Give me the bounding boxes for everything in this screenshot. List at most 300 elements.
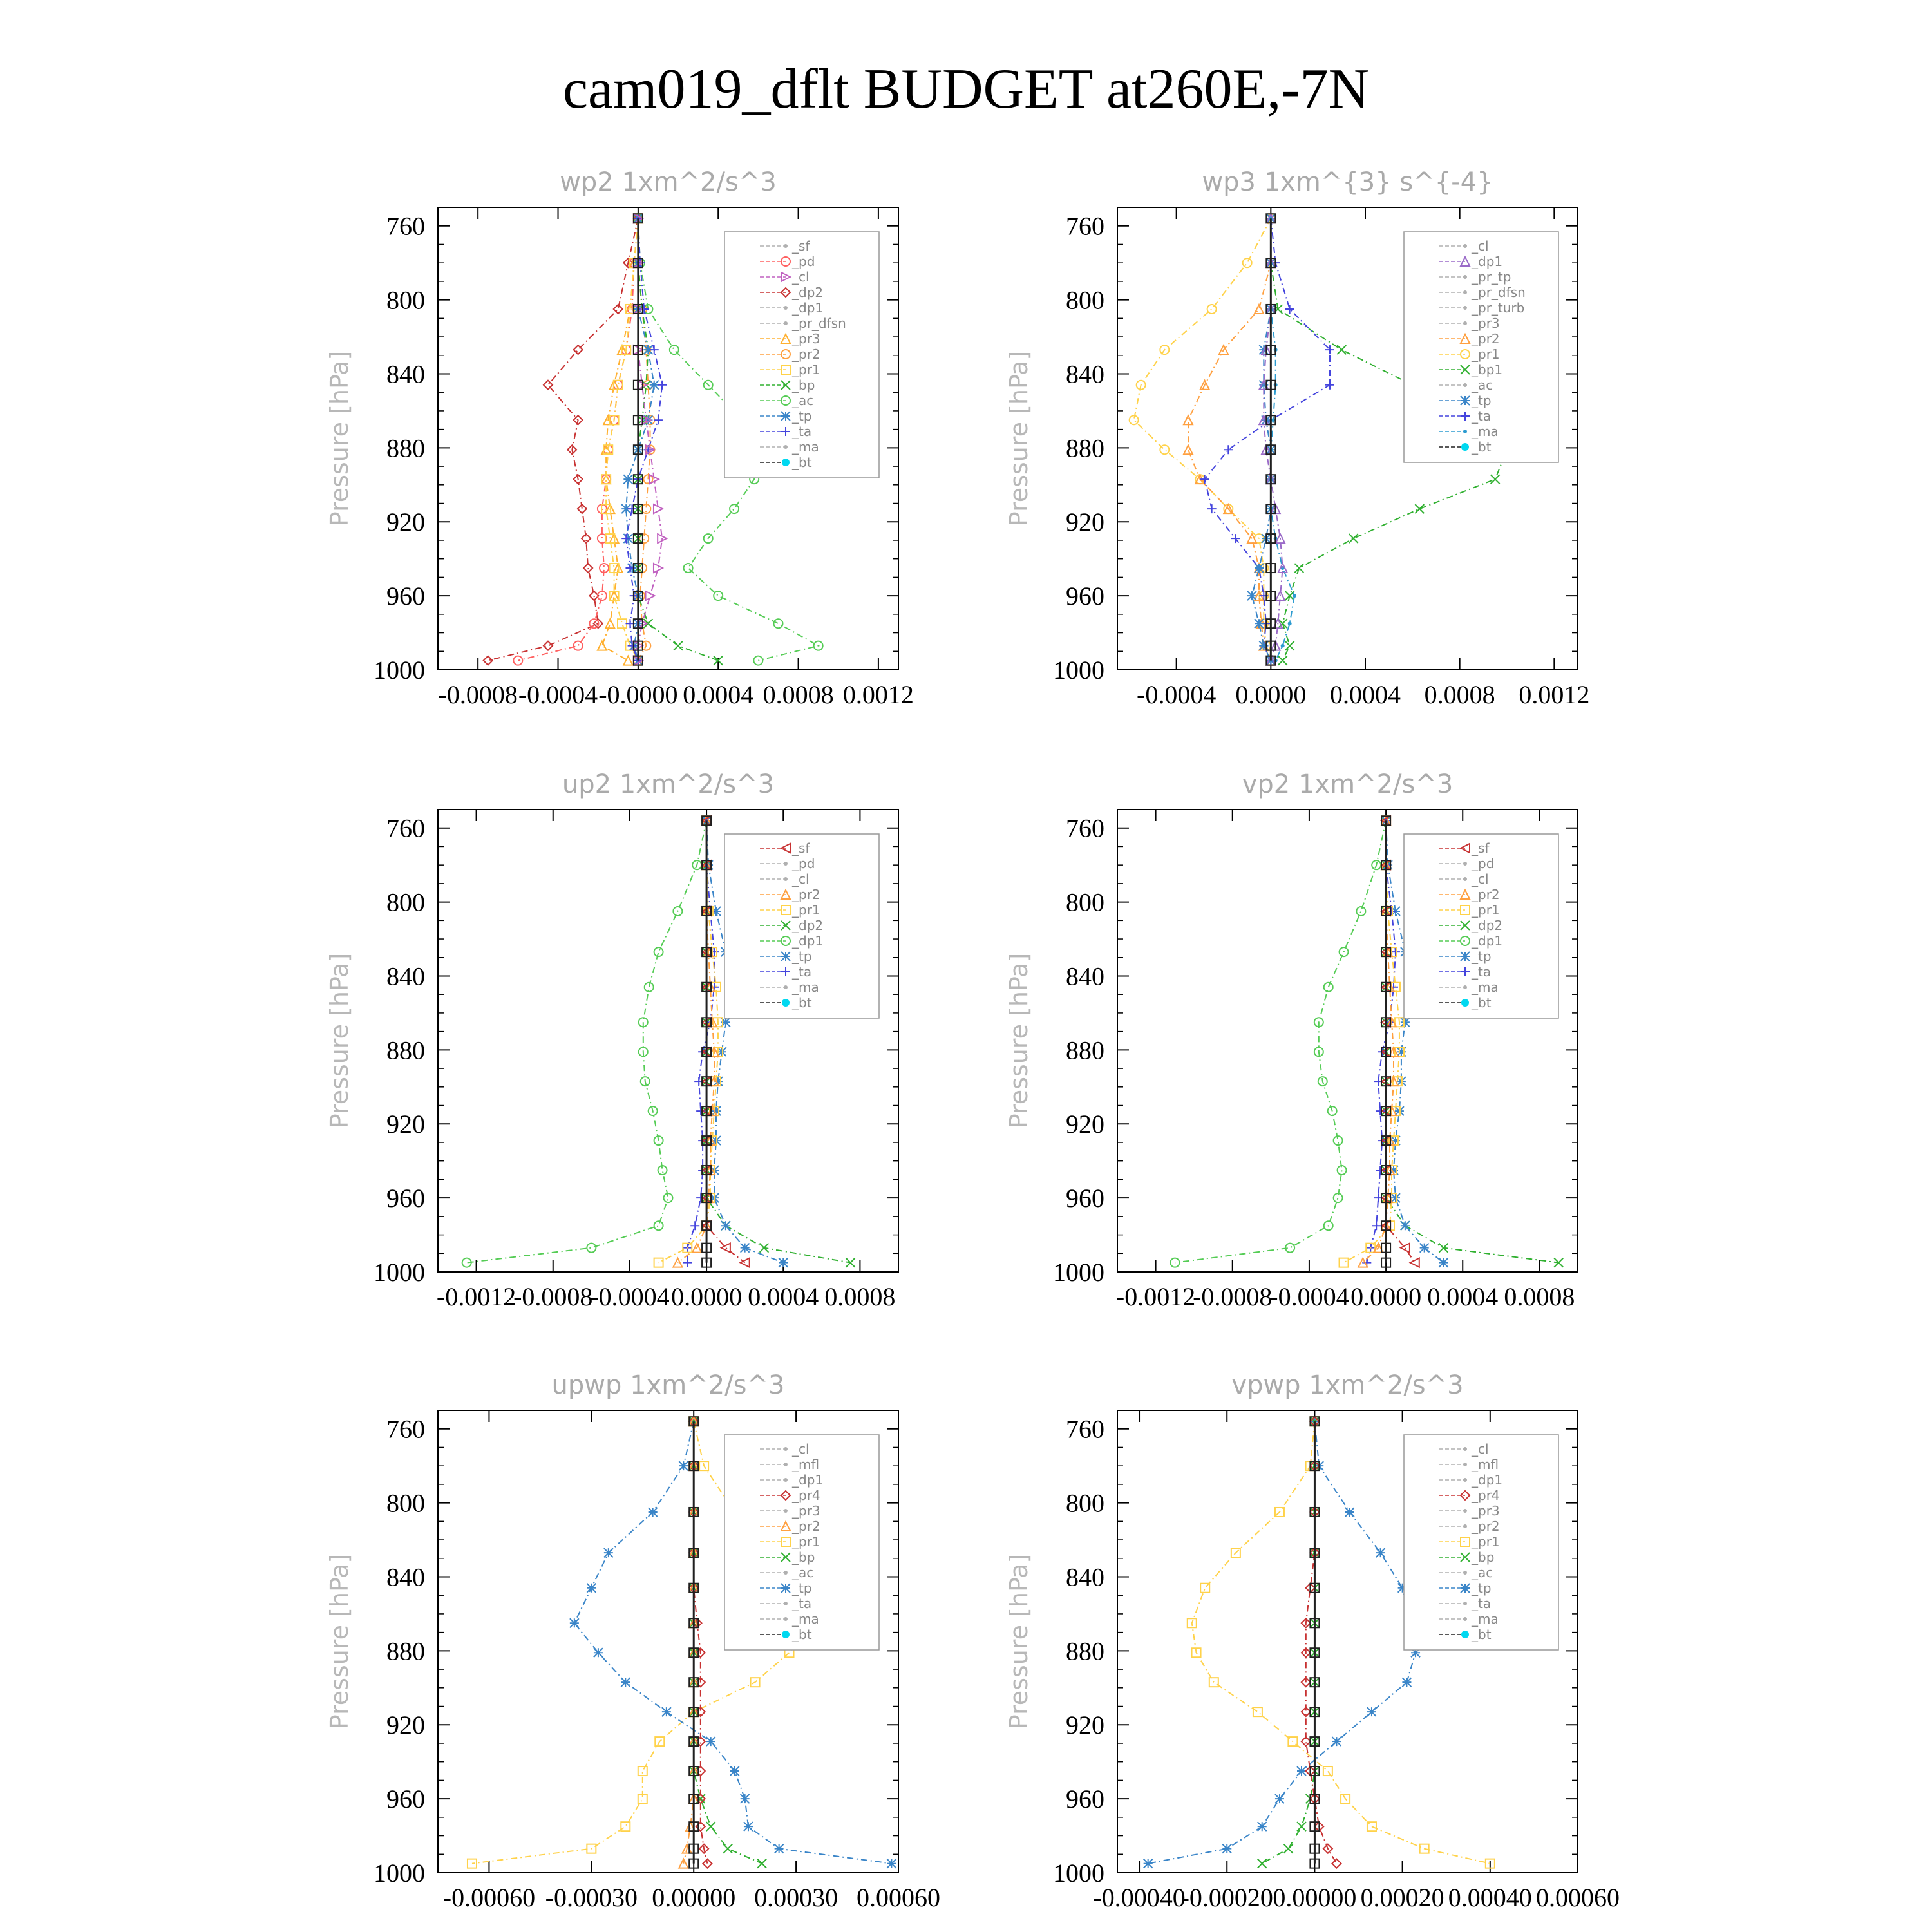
- page-title: cam019_dflt BUDGET at260E,-7N: [562, 58, 1370, 120]
- x-tick-label: 0.0000: [1235, 680, 1307, 709]
- data-point: [1463, 1571, 1467, 1575]
- legend-label: _ac: [792, 1565, 814, 1580]
- data-point: [1224, 445, 1233, 454]
- legend-label: _bt: [1472, 1627, 1492, 1642]
- legend-label: _pr_turb: [1472, 300, 1525, 316]
- legend-marker: [782, 459, 790, 466]
- data-point: [618, 619, 627, 628]
- legend-label: _pr3: [792, 331, 820, 346]
- data-point: [684, 564, 693, 573]
- y-tick-label: 800: [386, 285, 425, 315]
- data-point: [784, 1447, 788, 1451]
- y-tick-label: 880: [1066, 433, 1104, 463]
- chart-title: vpwp 1xm^2/s^3: [1231, 1370, 1464, 1400]
- x-tick-label: 0.0012: [842, 680, 914, 709]
- y-tick-label: 1000: [1053, 656, 1104, 685]
- data-point: [784, 985, 788, 989]
- legend-marker: [782, 1631, 790, 1638]
- data-point: [1200, 475, 1209, 484]
- y-tick-label: 920: [1066, 1110, 1104, 1139]
- data-point: [1281, 644, 1285, 648]
- data-point: [658, 381, 667, 390]
- y-tick-label: 960: [386, 582, 425, 611]
- data-point: [1253, 1707, 1262, 1716]
- legend-label: _pr_tp: [1472, 269, 1511, 285]
- x-tick-label: 0.0000: [1350, 1282, 1422, 1311]
- data-point: [1461, 396, 1470, 405]
- x-tick-label: -0.00030: [545, 1883, 638, 1912]
- data-point: [706, 1737, 715, 1746]
- legend-label: _ma: [792, 980, 819, 995]
- data-point: [670, 345, 679, 354]
- legend-label: _tp: [1472, 949, 1492, 964]
- legend-label: _pr1: [1472, 346, 1500, 362]
- data-point: [730, 1766, 739, 1776]
- legend-label: _pr2: [1472, 1519, 1500, 1534]
- series: [1302, 1417, 1341, 1868]
- x-tick-label: 0.0004: [1427, 1282, 1499, 1311]
- series: [634, 214, 643, 665]
- data-point: [1463, 1602, 1467, 1605]
- legend-label: _pr2: [792, 346, 820, 362]
- data-point: [1271, 418, 1275, 422]
- data-point: [1324, 983, 1333, 992]
- data-point: [570, 1618, 579, 1627]
- legend-label: _pr3: [1472, 316, 1500, 331]
- legend-label: _ma: [1472, 424, 1499, 439]
- data-point: [781, 1584, 790, 1593]
- y-tick-label: 880: [386, 1636, 425, 1666]
- data-point: [649, 1508, 658, 1517]
- data-point: [1463, 877, 1467, 881]
- y-tick-label: 960: [1066, 1184, 1104, 1213]
- legend: [724, 232, 879, 478]
- data-point: [1463, 1524, 1467, 1528]
- series: [1381, 816, 1390, 1267]
- data-point: [1345, 1508, 1354, 1517]
- x-tick-label: -0.00020: [1180, 1883, 1273, 1912]
- data-point: [1463, 306, 1467, 310]
- data-point: [484, 656, 493, 665]
- y-tick-label: 920: [1066, 1710, 1104, 1740]
- x-tick-label: 0.00030: [754, 1883, 838, 1912]
- data-point: [683, 1258, 692, 1267]
- legend-label: _pd: [1472, 856, 1495, 871]
- data-point: [1372, 1221, 1381, 1230]
- chart-title: vp2 1xm^2/s^3: [1242, 770, 1454, 799]
- data-point: [1275, 1794, 1284, 1803]
- legend-label: _cl: [1472, 238, 1489, 254]
- x-tick-label: 0.0008: [824, 1282, 896, 1311]
- data-point: [721, 1221, 730, 1230]
- series: [689, 1417, 712, 1868]
- y-tick-label: 840: [1066, 359, 1104, 389]
- y-tick-label: 880: [386, 1036, 425, 1065]
- y-tick-label: 960: [1066, 582, 1104, 611]
- data-point: [1325, 381, 1334, 390]
- legend-label: _bt: [1472, 439, 1492, 455]
- y-tick-label: 800: [1066, 285, 1104, 315]
- x-tick-label: -0.0004: [518, 680, 598, 709]
- data-point: [1420, 1244, 1429, 1253]
- legend-label: _dp2: [792, 918, 824, 933]
- chart-panel: [325, 1370, 940, 1912]
- y-tick-label: 960: [386, 1184, 425, 1213]
- series-line: [518, 218, 638, 660]
- data-point: [1349, 534, 1358, 543]
- series-line: [1262, 1421, 1315, 1863]
- data-point: [784, 1602, 788, 1605]
- legend-label: _pr2: [1472, 887, 1500, 902]
- data-point: [784, 877, 788, 881]
- legend-label: _cl: [792, 269, 810, 285]
- x-tick-label: -0.0004: [590, 1282, 670, 1311]
- x-tick-label: -0.0000: [598, 680, 678, 709]
- data-point: [706, 1822, 715, 1831]
- data-point: [714, 591, 723, 600]
- data-point: [781, 952, 790, 961]
- data-point: [643, 619, 652, 628]
- legend-marker: [1461, 999, 1469, 1007]
- x-tick-label: -0.0012: [436, 1282, 516, 1311]
- data-point: [1243, 258, 1252, 267]
- data-point: [583, 564, 592, 573]
- x-tick-label: 0.00020: [1360, 1883, 1444, 1912]
- data-point: [1160, 445, 1169, 454]
- x-tick-label: 0.0000: [671, 1282, 743, 1311]
- x-tick-label: -0.0008: [438, 680, 518, 709]
- y-tick-label: 880: [1066, 1636, 1104, 1666]
- data-point: [1463, 275, 1467, 279]
- data-point: [775, 1844, 784, 1853]
- legend-label: _bp1: [1472, 362, 1503, 377]
- series: [1184, 214, 1275, 665]
- data-point: [1222, 1844, 1231, 1853]
- y-tick-label: 920: [1066, 507, 1104, 537]
- x-tick-label: -0.0008: [1193, 1282, 1273, 1311]
- data-point: [784, 1571, 788, 1575]
- legend: [1404, 232, 1558, 462]
- legend-label: _dp1: [792, 300, 824, 316]
- y-tick-label: 840: [1066, 1562, 1104, 1592]
- y-tick-label: 920: [386, 1710, 425, 1740]
- data-point: [623, 475, 632, 484]
- x-tick-label: 0.00060: [1536, 1883, 1620, 1912]
- x-tick-label: 0.0012: [1519, 680, 1590, 709]
- data-point: [679, 1461, 688, 1470]
- x-tick-label: 0.0008: [762, 680, 834, 709]
- legend-label: _pr2: [792, 887, 820, 902]
- legend-marker: [1461, 1631, 1469, 1638]
- y-tick-label: 840: [386, 1562, 425, 1592]
- y-axis-label: Pressure [hPa]: [1005, 350, 1033, 527]
- data-point: [784, 445, 788, 449]
- data-point: [784, 1478, 788, 1482]
- data-point: [1439, 1258, 1448, 1267]
- y-tick-label: 920: [386, 1110, 425, 1139]
- legend-label: _cl: [1472, 1441, 1489, 1457]
- legend-label: _pr3: [1472, 1503, 1500, 1519]
- data-point: [621, 534, 630, 543]
- legend-label: _ta: [1472, 1596, 1492, 1611]
- y-tick-label: 1000: [1053, 1859, 1104, 1888]
- y-tick-label: 920: [386, 507, 425, 537]
- x-tick-label: -0.0004: [1137, 680, 1217, 709]
- y-axis-label: Pressure [hPa]: [1005, 1553, 1033, 1730]
- data-point: [1356, 907, 1365, 916]
- data-point: [1285, 641, 1294, 650]
- legend-label: _ac: [792, 393, 814, 408]
- data-point: [650, 381, 659, 390]
- data-point: [1294, 564, 1303, 573]
- chart-title: upwp 1xm^2/s^3: [551, 1370, 785, 1400]
- data-point: [1367, 1707, 1376, 1716]
- data-point: [1491, 475, 1500, 484]
- legend-label: _pd: [792, 254, 815, 269]
- y-tick-label: 760: [1066, 211, 1104, 241]
- legend: [724, 834, 879, 1018]
- y-axis-label: Pressure [hPa]: [325, 1553, 354, 1730]
- legend-label: _pr4: [792, 1488, 820, 1503]
- data-point: [690, 1221, 699, 1230]
- y-tick-label: 760: [386, 813, 425, 843]
- data-point: [1258, 1859, 1267, 1868]
- legend-label: _tp: [1472, 393, 1492, 408]
- data-point: [1410, 1258, 1419, 1267]
- data-point: [1340, 1258, 1349, 1267]
- data-point: [1376, 1548, 1385, 1557]
- data-point: [654, 947, 663, 956]
- legend-marker: [782, 999, 790, 1007]
- data-point: [587, 1244, 596, 1253]
- data-point: [1258, 1822, 1267, 1831]
- data-point: [1463, 290, 1467, 294]
- y-tick-label: 880: [386, 433, 425, 463]
- legend-label: _dp1: [792, 933, 824, 949]
- data-point: [604, 1548, 613, 1557]
- y-tick-label: 800: [386, 887, 425, 917]
- y-tick-label: 840: [386, 961, 425, 991]
- legend-label: _ma: [792, 439, 819, 455]
- legend-label: _pr1: [792, 902, 820, 918]
- legend-label: _sf: [792, 238, 810, 254]
- data-point: [1401, 1018, 1410, 1027]
- data-point: [1255, 305, 1264, 314]
- data-point: [662, 1707, 671, 1716]
- chart-panel: [1005, 167, 1589, 709]
- legend-label: _pd: [792, 856, 815, 871]
- legend-label: _tp: [792, 949, 812, 964]
- y-tick-label: 960: [1066, 1785, 1104, 1814]
- data-point: [1293, 594, 1296, 598]
- series: [513, 214, 643, 665]
- y-tick-label: 960: [386, 1785, 425, 1814]
- legend-label: _ac: [1472, 377, 1493, 393]
- data-point: [730, 504, 739, 513]
- legend-label: _bt: [792, 455, 812, 470]
- y-tick-label: 840: [1066, 961, 1104, 991]
- data-point: [1144, 1859, 1153, 1868]
- legend-label: _dp1: [1472, 254, 1503, 269]
- data-point: [1463, 1447, 1467, 1451]
- x-tick-label: -0.00060: [442, 1883, 536, 1912]
- data-point: [1288, 621, 1292, 625]
- series: [1170, 816, 1390, 1267]
- data-point: [741, 1244, 750, 1253]
- legend-marker: [1461, 443, 1469, 451]
- data-point: [744, 1822, 753, 1831]
- legend-label: _mfl: [792, 1457, 820, 1472]
- data-point: [1255, 564, 1264, 573]
- data-point: [1332, 1859, 1341, 1868]
- data-point: [638, 1766, 647, 1776]
- data-point: [1463, 1509, 1467, 1513]
- legend-label: _sf: [792, 840, 810, 856]
- legend-label: _tp: [792, 408, 812, 424]
- legend-label: _pr1: [1472, 1534, 1500, 1549]
- data-point: [757, 1859, 766, 1868]
- chart-panel: [325, 167, 914, 709]
- legend-label: _ma: [1472, 1611, 1499, 1627]
- data-point: [784, 1617, 788, 1621]
- series: [462, 816, 711, 1267]
- data-point: [887, 1859, 896, 1868]
- chart-title: wp2 1xm^2/s^3: [560, 167, 777, 197]
- data-point: [1337, 345, 1346, 354]
- x-tick-label: -0.0004: [1269, 1282, 1349, 1311]
- chart-panel: [1005, 770, 1578, 1311]
- series-line: [1175, 820, 1386, 1262]
- y-tick-label: 760: [1066, 1414, 1104, 1444]
- data-point: [654, 415, 663, 424]
- legend-label: _bt: [792, 995, 812, 1010]
- x-tick-label: 0.0004: [683, 680, 754, 709]
- data-point: [621, 1678, 630, 1687]
- chart-panel: [1005, 1370, 1620, 1912]
- y-tick-label: 760: [386, 211, 425, 241]
- x-tick-label: -0.00040: [1093, 1883, 1186, 1912]
- y-tick-label: 760: [386, 1414, 425, 1444]
- legend-label: _bt: [1472, 995, 1492, 1010]
- data-point: [594, 1648, 603, 1657]
- data-point: [654, 1221, 663, 1230]
- data-point: [1463, 244, 1467, 248]
- y-tick-label: 1000: [1053, 1258, 1104, 1287]
- legend-label: _ta: [1472, 964, 1492, 980]
- x-tick-label: 0.00040: [1448, 1883, 1532, 1912]
- y-tick-label: 800: [1066, 887, 1104, 917]
- data-point: [1463, 985, 1467, 989]
- series: [673, 816, 719, 1267]
- data-point: [781, 412, 790, 421]
- legend: [724, 1435, 879, 1650]
- legend-label: _mfl: [1472, 1457, 1499, 1472]
- data-point: [1332, 1737, 1341, 1746]
- chart-title: wp3 1xm^{3} s^{-4}: [1202, 167, 1493, 197]
- data-point: [1461, 952, 1470, 961]
- data-point: [1415, 504, 1424, 513]
- y-tick-label: 1000: [374, 1258, 425, 1287]
- y-axis-label: Pressure [hPa]: [325, 350, 354, 527]
- x-tick-label: 0.00000: [1273, 1883, 1357, 1912]
- data-point: [1463, 430, 1467, 433]
- data-point: [614, 305, 623, 314]
- x-tick-label: 0.00060: [857, 1883, 940, 1912]
- legend-label: _pr4: [1472, 1488, 1500, 1503]
- data-point: [1463, 383, 1467, 387]
- legend-label: _bp: [792, 1549, 815, 1565]
- y-axis-label: Pressure [hPa]: [1005, 952, 1033, 1129]
- data-point: [654, 564, 663, 573]
- x-tick-label: 0.0008: [1424, 680, 1495, 709]
- data-point: [1184, 445, 1193, 454]
- data-point: [1297, 1822, 1306, 1831]
- data-point: [1278, 656, 1287, 665]
- data-point: [1463, 1478, 1467, 1482]
- data-point: [784, 244, 788, 248]
- legend-label: _ma: [1472, 980, 1499, 995]
- data-point: [544, 641, 553, 650]
- y-tick-label: 800: [1066, 1488, 1104, 1518]
- legend-label: _pr2: [1472, 331, 1500, 346]
- data-point: [621, 1822, 630, 1831]
- data-point: [741, 1794, 750, 1803]
- legend-label: _dp1: [1472, 1472, 1503, 1488]
- x-tick-label: 0.0004: [748, 1282, 819, 1311]
- legend: [1404, 1435, 1558, 1650]
- legend-label: _ta: [1472, 408, 1492, 424]
- chart-title: up2 1xm^2/s^3: [562, 770, 775, 799]
- legend-label: _ta: [792, 424, 812, 439]
- data-point: [779, 1258, 788, 1267]
- data-point: [1463, 862, 1467, 866]
- legend-label: _ta: [792, 1596, 812, 1611]
- legend-label: _ac: [1472, 1565, 1493, 1580]
- data-point: [1247, 591, 1256, 600]
- series: [634, 214, 723, 665]
- y-tick-label: 1000: [374, 1859, 425, 1888]
- legend-label: _pr2: [792, 1519, 820, 1534]
- legend-label: _dp2: [1472, 918, 1503, 933]
- data-point: [1401, 1221, 1410, 1230]
- legend-label: _cl: [792, 871, 810, 887]
- data-point: [674, 641, 683, 650]
- legend-label: _dp2: [792, 285, 824, 300]
- legend-label: _tp: [1472, 1580, 1492, 1596]
- legend-label: _cl: [792, 1441, 810, 1457]
- data-point: [623, 656, 632, 665]
- y-axis-label: Pressure [hPa]: [325, 952, 354, 1129]
- legend-label: _sf: [1472, 840, 1490, 856]
- data-point: [1255, 619, 1264, 628]
- data-point: [587, 1584, 596, 1593]
- x-tick-label: -0.0012: [1115, 1282, 1196, 1311]
- legend-label: _pr1: [792, 362, 820, 377]
- series: [621, 214, 659, 665]
- data-point: [723, 1844, 732, 1853]
- legend-label: _cl: [1472, 871, 1489, 887]
- data-point: [1461, 1584, 1470, 1593]
- series-line: [1188, 218, 1271, 660]
- data-point: [784, 306, 788, 310]
- legend-label: _pr1: [792, 1534, 820, 1549]
- data-point: [784, 1509, 788, 1513]
- data-point: [1208, 305, 1217, 314]
- data-point: [646, 591, 655, 600]
- x-tick-label: -0.0008: [513, 1282, 593, 1311]
- legend-label: _ta: [792, 964, 812, 980]
- data-point: [1323, 1766, 1332, 1776]
